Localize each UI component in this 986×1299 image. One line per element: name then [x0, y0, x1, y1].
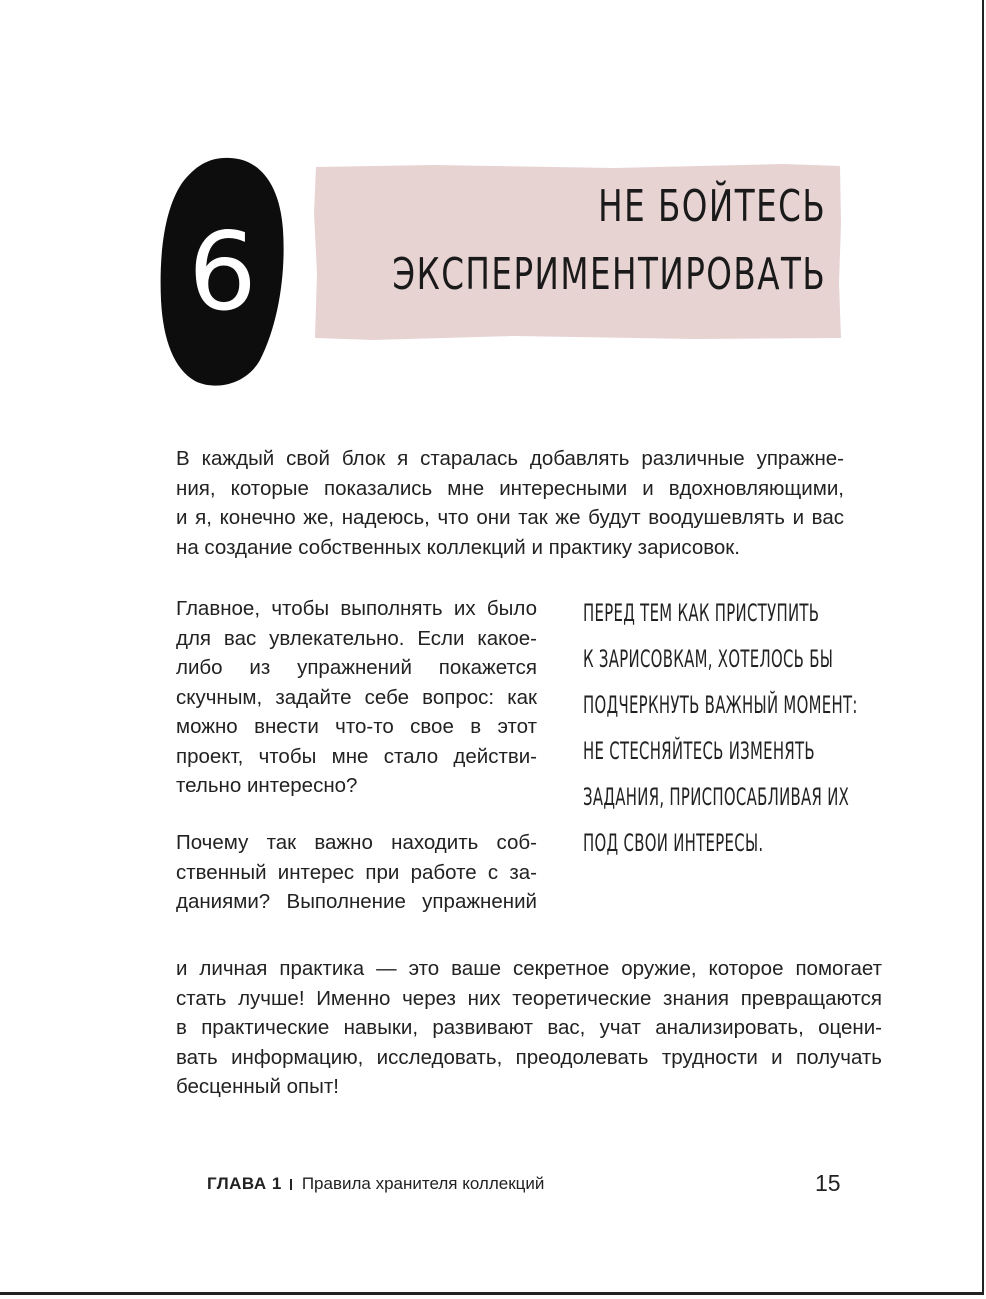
text-line: и личная практика — это ваше секретное оружие, которое помогает: [176, 957, 882, 980]
text-line: на создание собственных коллекций и практику зарисовок.: [176, 535, 740, 559]
text-line: стать лучше! Именно через них теоретические знания превращаются: [176, 986, 882, 1010]
text-line: либо из упражнений покажется: [176, 656, 537, 679]
handwritten-note: [583, 590, 903, 866]
section-title-line-2: ЭКСПЕРИМЕНТИРОВАТЬ: [392, 249, 826, 300]
running-footer: [207, 1174, 544, 1194]
text-line: вать информацию, исследовать, преодолевать трудности и получать: [176, 1045, 882, 1069]
section-number-badge: [160, 155, 285, 390]
handwritten-line: К ЗАРИСОВКАМ, ХОТЕЛОСЬ БЫ: [583, 645, 834, 673]
column-paragraph-2: [176, 828, 537, 917]
text-line: проект, чтобы мне стало действи-: [176, 744, 537, 768]
text-line: В каждый свой блок я старалась добавлять различные упражне-: [176, 447, 844, 470]
text-line: можно внести что-то свое в этот: [176, 715, 537, 738]
section-number: 6: [188, 210, 257, 335]
footer-separator: [290, 1179, 292, 1190]
page-number: 15: [815, 1170, 841, 1196]
handwritten-line: ЗАДАНИЯ, ПРИСПОСАБЛИВАЯ ИХ: [583, 783, 850, 811]
text-line: ния, которые показались мне интересными и вдохновляющими,: [176, 476, 844, 500]
intro-paragraph: [176, 444, 844, 562]
text-line: в практические навыки, развивают вас, учат анализировать, оцени-: [176, 1016, 882, 1039]
handwritten-line: ПОДЧЕРКНУТЬ ВАЖНЫЙ МОМЕНТ:: [583, 691, 858, 719]
text-line: и я, конечно же, надеюсь, что они так же будут воодушевлять и вас: [176, 506, 844, 529]
text-line: даниями? Выполнение упражнений: [176, 890, 537, 913]
text-line: Почему так важно находить соб-: [176, 831, 537, 854]
handwritten-line: ПОД СВОИ ИНТЕРЕСЫ.: [583, 829, 764, 857]
section-title-line-1: НЕ БОЙТЕСЬ: [597, 181, 826, 232]
bottom-paragraph: [176, 954, 882, 1102]
text-line: тельно интересно?: [176, 774, 358, 797]
chapter-label: ГЛАВА 1: [207, 1174, 282, 1193]
handwritten-line: НЕ СТЕСНЯЙТЕСЬ ИЗМЕНЯТЬ: [583, 737, 815, 765]
text-line: скучным, задайте себе вопрос: как: [176, 685, 537, 709]
text-line: Главное, чтобы выполнять их было: [176, 597, 537, 620]
title-band: [314, 163, 842, 341]
text-line: для вас увлекательно. Если какое-: [176, 626, 537, 650]
chapter-title: Правила хранителя коллекций: [301, 1174, 545, 1193]
text-line: бесценный опыт!: [176, 1075, 339, 1098]
handwritten-line: ПЕРЕД ТЕМ КАК ПРИСТУПИТЬ: [583, 599, 820, 627]
column-paragraph-1: [176, 594, 537, 801]
text-line: ственный интерес при работе с за-: [176, 860, 537, 884]
